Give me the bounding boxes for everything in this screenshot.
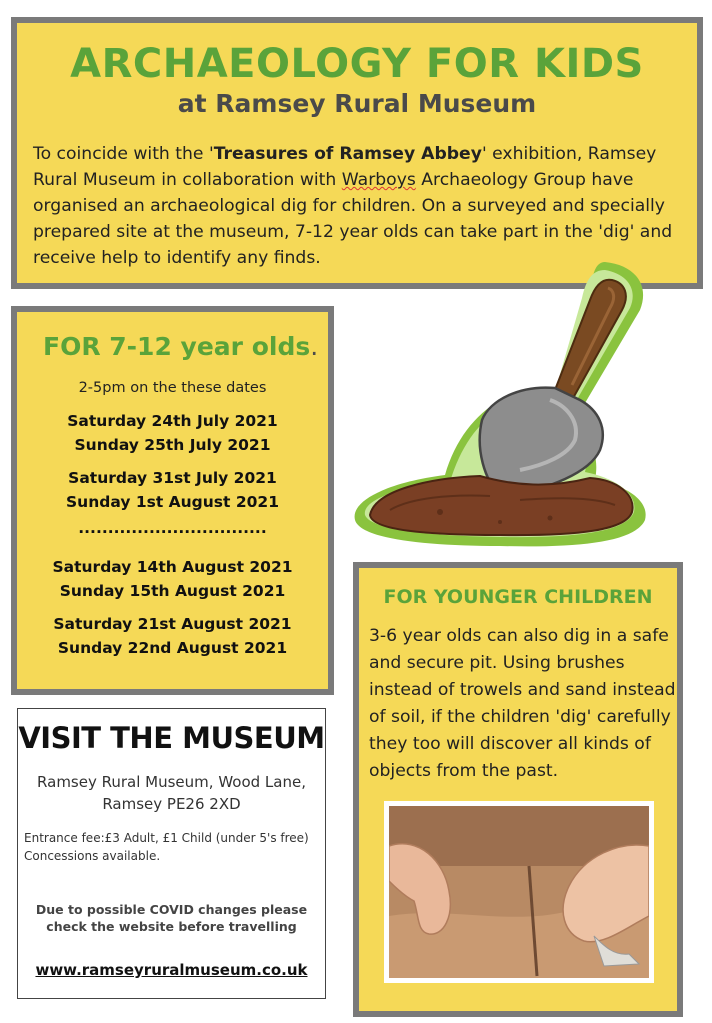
exhibition-name: Treasures of Ramsey Abbey — [213, 144, 482, 164]
children-digging-photo — [384, 801, 654, 983]
date-item: Sunday 15th August 2021 — [59, 582, 286, 600]
date-item: Sunday 1st August 2021 — [66, 493, 279, 511]
intro-panel — [11, 17, 703, 289]
dates-separator: ................................ — [78, 519, 267, 537]
warboys-word: Warboys — [341, 170, 416, 190]
younger-heading: FOR YOUNGER CHILDREN — [383, 586, 653, 608]
intro-text: To coincide with the 'Treasures of Ramsey Abbey' exhibition, Ramsey Rural Museum in collaboration with Warboys Archaeology Group have organised an archaeological dig for children. On a surveyed and specially prepared site at the museum, 7-12 year olds can take part in the 'dig' and receive help to identify any finds. — [33, 144, 673, 268]
younger-children-panel — [353, 562, 683, 1017]
sand-dig-image — [389, 806, 649, 978]
website-link[interactable]: www.ramseyruralmuseum.co.uk — [35, 961, 308, 979]
trowel-in-soil-illustration — [350, 250, 660, 550]
date-item: Saturday 24th July 2021 — [67, 412, 278, 430]
dates-panel — [11, 306, 334, 695]
date-item: Sunday 25th July 2021 — [74, 436, 271, 454]
dates-subheading: 2-5pm on the these dates — [78, 380, 267, 396]
date-item: Saturday 21st August 2021 — [53, 615, 292, 633]
page-title: ARCHAEOLOGY FOR KIDS — [70, 41, 644, 87]
younger-text: 3-6 year olds can also dig in a safe and secure pit. Using brushes instead of trowels and sand instead of soil, if the children 'dig' carefully they too will discover all kinds of objects from the past. — [369, 626, 676, 781]
date-item: Saturday 31st July 2021 — [68, 469, 277, 487]
visit-panel — [17, 708, 326, 999]
date-item: Saturday 14th August 2021 — [52, 558, 293, 576]
entrance-fee: Entrance fee:£3 Adult, £1 Child (under 5's free) Concessions available. — [24, 831, 309, 863]
visit-title: VISIT THE MUSEUM — [18, 721, 325, 755]
museum-address: Ramsey Rural Museum, Wood Lane, Ramsey PE26 2XD — [37, 773, 306, 813]
page-subtitle: at Ramsey Rural Museum — [177, 89, 537, 118]
dates-heading: FOR 7-12 year olds. — [43, 332, 319, 361]
covid-notice: Due to possible COVID changes please check the website before travelling — [35, 902, 308, 934]
date-item: Sunday 22nd August 2021 — [57, 639, 288, 657]
